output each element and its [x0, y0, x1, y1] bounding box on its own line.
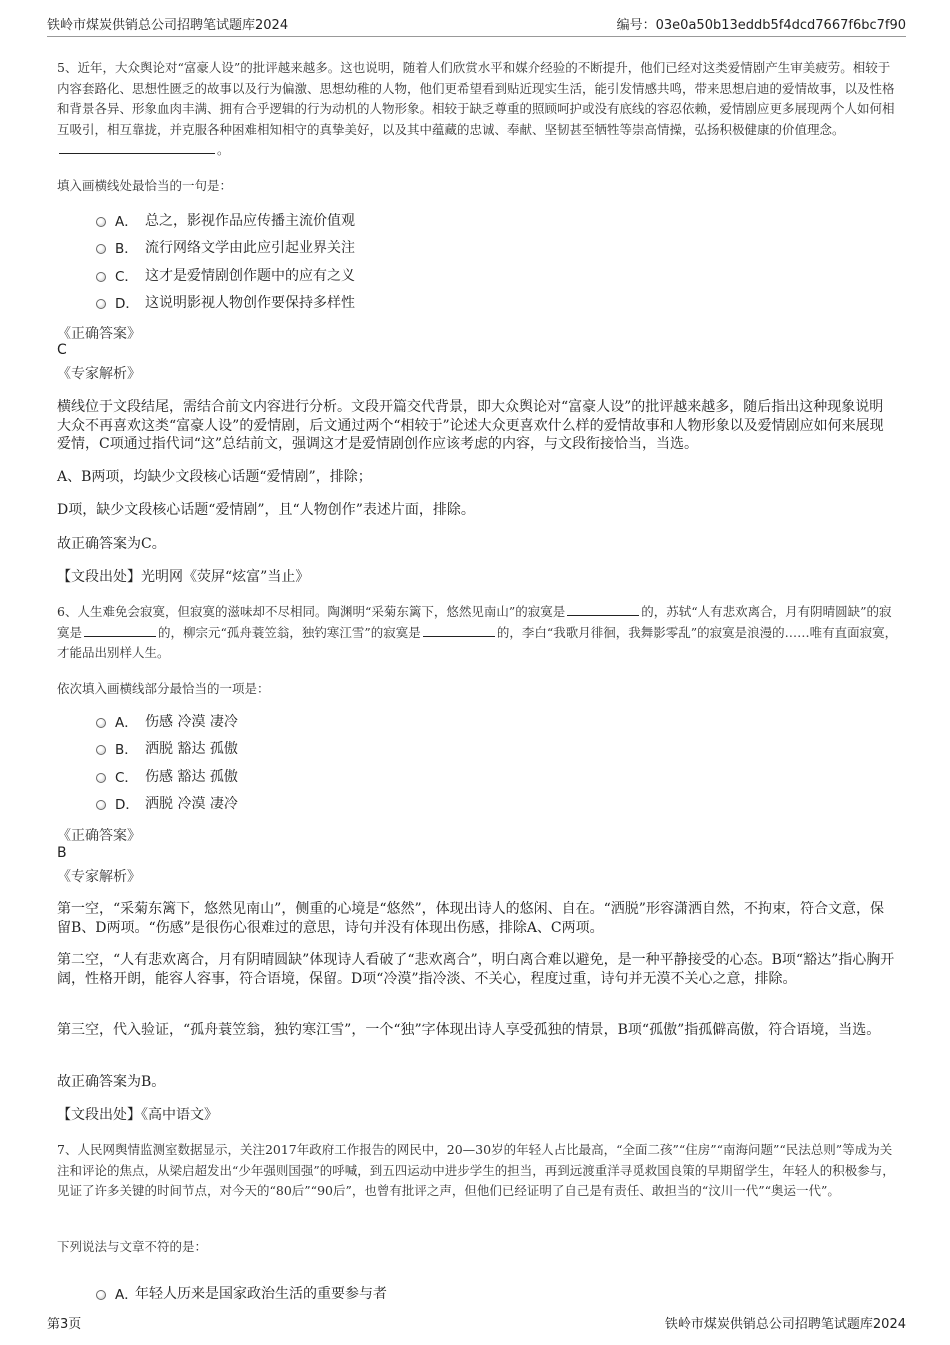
q7-options [96, 1279, 387, 1307]
radio-icon[interactable] [96, 272, 106, 282]
radio-icon[interactable] [96, 773, 106, 783]
q5-prompt: 填入画横线处最恰当的一句是： [57, 178, 233, 193]
q5-option-b[interactable]: B． 流行网络文学由此应引起业界关注 [96, 234, 355, 262]
q6-answer-label: 《正确答案》 [57, 828, 141, 844]
q5-stem: 5、近年，大众舆论对“富豪人设”的批评越来越多。这也说明，随着人们欣赏水平和媒介经验的不断提升，他们已经对这类爱情剧产生审美疲劳。相较于内容套路化、思想性匮乏的故事以及行为偏激、思想幼稚的人物，他们更希望看到贴近现实生活，能引发情感共鸣，带来思想启迪的爱情故事，以及性格和背景各异、形象血肉丰满、拥有合乎逻辑的行为动机的人物形象。相较于缺乏尊重的照顾呵护或没有底线的容忍依赖，爱情剧应更多展现两个人如何相互吸引，相互靠拢，并克服各种困难相知相守的真挚美好，以及其中蕴藏的忠诚、奉献、坚韧甚至牺牲等崇高情操，弘扬积极健康的价值理念。。 [57, 60, 895, 157]
header-title: 铁岭市煤炭供销总公司招聘笔试题库2024 [47, 18, 289, 33]
q5-blank [59, 141, 215, 154]
q6-analysis-2: 第二空，“人有悲欢离合，月有阴晴圆缺”体现诗人看破了“悲欢离合”，明白离合难以避免，是一种平静接受的心态。B项“豁达”指心胸开阔，性格开朗，能容人容事，符合语境，保留。D项“冷漠”指冷淡、不关心，程度过重，诗句并无漠不关心之意，排除。 [57, 952, 895, 987]
page-number: 第3页 [47, 1317, 82, 1332]
q6-blank-3 [423, 624, 495, 637]
radio-icon[interactable] [96, 217, 106, 227]
q5-answer-label: 《正确答案》 [57, 326, 141, 342]
radio-icon[interactable] [96, 1290, 106, 1300]
q5-text: 5、近年，大众舆论对“富豪人设”的批评越来越多。这也说明，随着人们欣赏水平和媒介经验的不断提升，他们已经对这类爱情剧产生审美疲劳。相较于内容套路化、思想性匮乏的故事以及行为偏激、思想幼稚的人物，他们更希望看到贴近现实生活，能引发情感共鸣，带来思想启迪的爱情故事，以及性格和背景各异、形象血肉丰满、拥有合乎逻辑的行为动机的人物形象。相较于缺乏尊重的照顾呵护或没有底线的容忍依赖，爱情剧应更多展现两个人如何相互吸引，相互靠拢，并克服各种困难相知相守的真挚美好，以及其中蕴藏的忠诚、奉献、坚韧甚至牺牲等崇高情操，弘扬积极健康的价值理念。 [57, 60, 895, 137]
radio-icon[interactable] [96, 244, 106, 254]
q5-option-a[interactable]: A． 总之，影视作品应传播主流价值观 [96, 206, 355, 234]
q5-answer: C [57, 342, 67, 358]
q7-stem: 7、人民网舆情监测室数据显示，关注2017年政府工作报告的网民中，20—30岁的年轻人占比最高，“全面二孩”“住房”“南海问题”“民法总则”等成为关注和评论的焦点，从梁启超发出“少年强则国强”的呼喊，到五四运动中进步学生的担当，再到远渡重洋寻觅救国良策的早期留学生，年轻人的积极参与，见证了许多关键的时间节点，对今天的“80后”“90后”，也曾有批评之声，但他们已经证明了自己是有责任、敢担当的“汶川一代”“奥运一代”。 [57, 1142, 895, 1198]
page-header [47, 12, 906, 37]
q5-analysis-2: A、B两项，均缺少文段核心话题“爱情剧”，排除； [57, 469, 372, 485]
header-code: 编号：03e0a50b13eddb5f4dcd7667f6bc7f90 [616, 18, 906, 33]
q5-option-d[interactable]: D． 这说明影视人物创作要保持多样性 [96, 289, 355, 317]
q5-options [96, 206, 355, 316]
q7-option-a[interactable]: A． 年轻人历来是国家政治生活的重要参与者 [96, 1279, 387, 1307]
q5-analysis-3: D项，缺少文段核心话题“爱情剧”，且“人物创作”表述片面，排除。 [57, 502, 475, 518]
q6-option-c[interactable]: C． 伤感 豁达 孤傲 [96, 762, 238, 790]
q6-option-b[interactable]: B． 洒脱 豁达 孤傲 [96, 735, 238, 763]
q6-analysis-1: 第一空，“采菊东篱下，悠然见南山”，侧重的心境是“悠然”，体现出诗人的悠闲、自在。“洒脱”形容潇洒自然，不拘束，符合文意，保留B、D两项。“伤感”是很伤心很难过的意思，诗句并没有体现出伤感，排除A、C两项。 [57, 901, 884, 936]
q6-option-d[interactable]: D． 洒脱 冷漠 凄冷 [96, 790, 238, 818]
radio-icon[interactable] [96, 800, 106, 810]
q5-analysis-4: 故正确答案为C。 [57, 536, 166, 552]
radio-icon[interactable] [96, 299, 106, 309]
q6-option-a[interactable]: A． 伤感 冷漠 凄冷 [96, 707, 238, 735]
radio-icon[interactable] [96, 745, 106, 755]
q6-blank-2 [84, 624, 156, 637]
q6-stem: 6、人生难免会寂寞，但寂寞的滋味却不尽相同。陶渊明“采菊东篱下，悠然见南山”的寂寞是 的，苏轼“人有悲欢离合，月有阴晴圆缺”的寂寞是 的，柳宗元“孤舟蓑笠翁，独钓寒江雪”的寂寞是 的，李白“我歌月徘徊，我舞影零乱”的寂寞是浪漫的……唯有直面寂寞，才能品出别样人生。 [57, 604, 898, 660]
q5-source: 【文段出处】光明网《荧屏“炫富”当止》 [57, 569, 310, 585]
q6-analysis-label: 《专家解析》 [57, 869, 141, 885]
q6-options [96, 707, 238, 817]
q6-analysis-3: 第三空，代入验证，“孤舟蓑笠翁，独钓寒江雪”，一个“独”字体现出诗人享受孤独的情景，B项“孤傲”指孤僻高傲，符合语境，当选。 [57, 1022, 881, 1038]
q7-prompt: 下列说法与文章不符的是： [57, 1239, 208, 1254]
q6-blank-1 [567, 603, 639, 616]
q6-analysis-4: 故正确答案为B。 [57, 1074, 166, 1090]
q5-option-c[interactable]: C． 这才是爱情剧创作题中的应有之义 [96, 261, 355, 289]
q5-analysis-label: 《专家解析》 [57, 366, 141, 382]
q6-prompt: 依次填入画横线部分最恰当的一项是： [57, 681, 270, 696]
q6-source: 【文段出处】《高中语文》 [57, 1107, 218, 1123]
q5-analysis-1: 横线位于文段结尾，需结合前文内容进行分析。文段开篇交代背景，即大众舆论对“富豪人设”的批评越来越多，随后指出这种现象说明大众不再喜欢这类“富豪人设”的爱情剧，后文通过两个“相较于”论述大众更喜欢什么样的爱情故事和人物形象以及爱情剧应如何来展现爱情，C项通过指代词“这”总结前文，强调这才是爱情剧创作应该考虑的内容，与文段衔接恰当，当选。 [57, 399, 884, 452]
q6-answer: B [57, 845, 67, 861]
footer-title: 铁岭市煤炭供销总公司招聘笔试题库2024 [664, 1317, 906, 1332]
radio-icon[interactable] [96, 718, 106, 728]
